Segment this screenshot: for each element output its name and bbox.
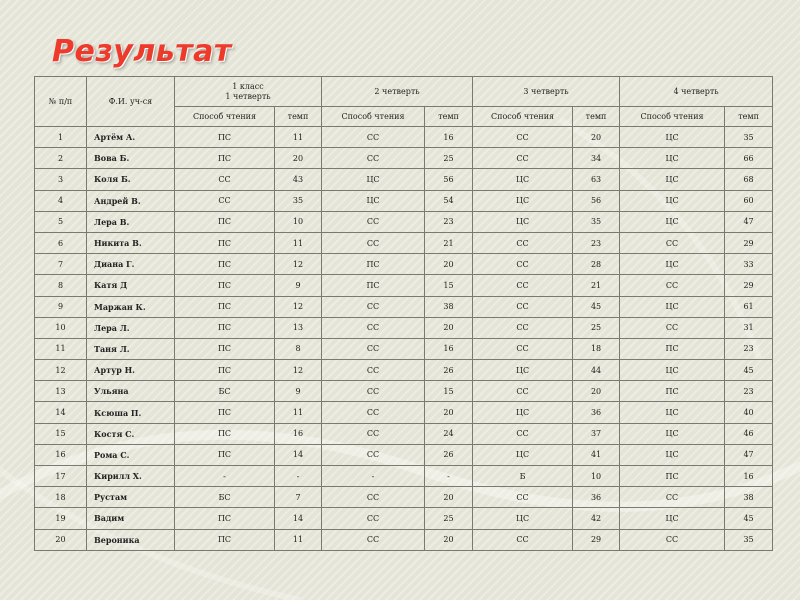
q2-method: СС <box>322 487 425 508</box>
q3-method: СС <box>473 381 573 402</box>
header-method: Способ чтения <box>175 107 275 127</box>
q1-method: ПС <box>175 254 275 275</box>
q2-method: СС <box>322 381 425 402</box>
student-name: Артур Н. <box>87 360 175 381</box>
row-number: 9 <box>35 296 87 317</box>
q4-tempo: 46 <box>725 423 773 444</box>
q4-tempo: 31 <box>725 317 773 338</box>
q1-method: ПС <box>175 275 275 296</box>
q2-method: ПС <box>322 275 425 296</box>
q3-method: ЦС <box>473 169 573 190</box>
student-name: Костя С. <box>87 423 175 444</box>
q4-tempo: 61 <box>725 296 773 317</box>
q1-tempo: 13 <box>275 317 322 338</box>
row-number: 2 <box>35 148 87 169</box>
student-name: Лера Л. <box>87 317 175 338</box>
student-name: Рома С. <box>87 444 175 465</box>
q2-method: - <box>322 466 425 487</box>
q4-tempo: 35 <box>725 127 773 148</box>
q3-tempo: 28 <box>573 254 620 275</box>
q3-method: СС <box>473 232 573 253</box>
q2-method: СС <box>322 317 425 338</box>
q1-tempo: 12 <box>275 296 322 317</box>
row-number: 15 <box>35 423 87 444</box>
table-row <box>35 338 773 359</box>
q3-method: СС <box>473 148 573 169</box>
q2-method: СС <box>322 148 425 169</box>
table-row <box>35 232 773 253</box>
q2-tempo: 16 <box>425 338 473 359</box>
q1-method: БС <box>175 487 275 508</box>
q1-method: ПС <box>175 317 275 338</box>
table-row <box>35 190 773 211</box>
q3-tempo: 63 <box>573 169 620 190</box>
q1-tempo: 12 <box>275 360 322 381</box>
student-name: Вероника <box>87 529 175 550</box>
q4-method: СС <box>620 487 725 508</box>
header-tempo: темп <box>573 107 620 127</box>
row-number: 14 <box>35 402 87 423</box>
q3-method: СС <box>473 423 573 444</box>
header-q4: 4 четверть <box>620 77 773 107</box>
table-row <box>35 466 773 487</box>
q3-tempo: 23 <box>573 232 620 253</box>
header-q2: 2 четверть <box>322 77 473 107</box>
q1-method: ПС <box>175 232 275 253</box>
q1-tempo: 11 <box>275 232 322 253</box>
q4-tempo: 23 <box>725 338 773 359</box>
q2-method: СС <box>322 127 425 148</box>
q4-method: ЦС <box>620 148 725 169</box>
q4-tempo: 47 <box>725 444 773 465</box>
q4-tempo: 29 <box>725 232 773 253</box>
q1-tempo: 20 <box>275 148 322 169</box>
q2-method: ПС <box>322 254 425 275</box>
q2-tempo: 54 <box>425 190 473 211</box>
q4-method: ЦС <box>620 360 725 381</box>
q1-tempo: 7 <box>275 487 322 508</box>
q1-tempo: 8 <box>275 338 322 359</box>
q2-tempo: 25 <box>425 148 473 169</box>
row-number: 1 <box>35 127 87 148</box>
q1-tempo: 10 <box>275 211 322 232</box>
header-tempo: темп <box>425 107 473 127</box>
q4-method: ЦС <box>620 190 725 211</box>
header-q1 <box>175 77 322 107</box>
q2-tempo: 20 <box>425 317 473 338</box>
q4-tempo: 16 <box>725 466 773 487</box>
q3-tempo: 18 <box>573 338 620 359</box>
table-row <box>35 402 773 423</box>
q3-method: ЦС <box>473 211 573 232</box>
row-number: 13 <box>35 381 87 402</box>
row-number: 3 <box>35 169 87 190</box>
q4-tempo: 38 <box>725 487 773 508</box>
q1-method: ПС <box>175 444 275 465</box>
results-table <box>34 76 773 551</box>
q3-tempo: 35 <box>573 211 620 232</box>
q4-tempo: 40 <box>725 402 773 423</box>
q3-tempo: 41 <box>573 444 620 465</box>
q4-method: СС <box>620 529 725 550</box>
table-row <box>35 254 773 275</box>
header-tempo: темп <box>275 107 322 127</box>
row-number: 6 <box>35 232 87 253</box>
q2-tempo: 24 <box>425 423 473 444</box>
q1-tempo: 12 <box>275 254 322 275</box>
student-name: Ульяна <box>87 381 175 402</box>
table-row <box>35 127 773 148</box>
header-method: Способ чтения <box>620 107 725 127</box>
q2-tempo: 26 <box>425 444 473 465</box>
q4-tempo: 29 <box>725 275 773 296</box>
q4-tempo: 68 <box>725 169 773 190</box>
q2-method: СС <box>322 360 425 381</box>
student-name: Кирилл Х. <box>87 466 175 487</box>
page-title: Результат <box>52 34 232 69</box>
row-number: 17 <box>35 466 87 487</box>
q1-tempo: - <box>275 466 322 487</box>
q4-tempo: 45 <box>725 508 773 529</box>
q3-tempo: 44 <box>573 360 620 381</box>
student-name: Артём А. <box>87 127 175 148</box>
table-row <box>35 169 773 190</box>
row-number: 11 <box>35 338 87 359</box>
q2-tempo: 20 <box>425 529 473 550</box>
q2-tempo: 20 <box>425 254 473 275</box>
q3-tempo: 21 <box>573 275 620 296</box>
header-q3: 3 четверть <box>473 77 620 107</box>
row-number: 20 <box>35 529 87 550</box>
q2-method: СС <box>322 402 425 423</box>
results-body <box>35 127 773 551</box>
q2-tempo: - <box>425 466 473 487</box>
q2-tempo: 23 <box>425 211 473 232</box>
q2-tempo: 26 <box>425 360 473 381</box>
table-row <box>35 444 773 465</box>
q4-tempo: 66 <box>725 148 773 169</box>
q2-method: СС <box>322 211 425 232</box>
q1-method: ПС <box>175 338 275 359</box>
q1-method: ПС <box>175 211 275 232</box>
header-num: № п/п <box>35 77 87 127</box>
q3-tempo: 29 <box>573 529 620 550</box>
q2-method: СС <box>322 529 425 550</box>
q3-tempo: 45 <box>573 296 620 317</box>
q3-tempo: 36 <box>573 402 620 423</box>
header-q1-line2: 1 четверть <box>225 91 271 101</box>
header-method: Способ чтения <box>322 107 425 127</box>
q4-method: ЦС <box>620 169 725 190</box>
table-row <box>35 508 773 529</box>
q1-method: ПС <box>175 360 275 381</box>
q4-method: ЦС <box>620 423 725 444</box>
q4-method: ПС <box>620 381 725 402</box>
q2-tempo: 16 <box>425 127 473 148</box>
q3-tempo: 37 <box>573 423 620 444</box>
header-method: Способ чтения <box>473 107 573 127</box>
table-row <box>35 317 773 338</box>
q2-tempo: 25 <box>425 508 473 529</box>
row-number: 16 <box>35 444 87 465</box>
header-name: Ф.И. уч-ся <box>87 77 175 127</box>
q1-method: ПС <box>175 148 275 169</box>
q2-tempo: 15 <box>425 275 473 296</box>
student-name: Никита В. <box>87 232 175 253</box>
q1-method: ПС <box>175 296 275 317</box>
q4-method: ПС <box>620 466 725 487</box>
q2-tempo: 38 <box>425 296 473 317</box>
q3-tempo: 10 <box>573 466 620 487</box>
q3-method: ЦС <box>473 508 573 529</box>
q3-method: ЦС <box>473 402 573 423</box>
q2-tempo: 20 <box>425 402 473 423</box>
q1-method: ПС <box>175 423 275 444</box>
q1-tempo: 14 <box>275 508 322 529</box>
q2-method: СС <box>322 338 425 359</box>
table-row <box>35 529 773 550</box>
q3-method: СС <box>473 254 573 275</box>
q4-method: СС <box>620 232 725 253</box>
q4-tempo: 33 <box>725 254 773 275</box>
q2-tempo: 15 <box>425 381 473 402</box>
q1-tempo: 14 <box>275 444 322 465</box>
q3-tempo: 20 <box>573 381 620 402</box>
row-number: 5 <box>35 211 87 232</box>
header-tempo: темп <box>725 107 773 127</box>
q3-method: ЦС <box>473 190 573 211</box>
row-number: 8 <box>35 275 87 296</box>
q4-method: ЦС <box>620 402 725 423</box>
row-number: 4 <box>35 190 87 211</box>
student-name: Коля Б. <box>87 169 175 190</box>
q4-method: ЦС <box>620 296 725 317</box>
q2-method: ЦС <box>322 169 425 190</box>
row-number: 7 <box>35 254 87 275</box>
q4-tempo: 60 <box>725 190 773 211</box>
q2-tempo: 20 <box>425 487 473 508</box>
student-name: Маржан К. <box>87 296 175 317</box>
q1-tempo: 43 <box>275 169 322 190</box>
q3-method: СС <box>473 529 573 550</box>
q2-method: ЦС <box>322 190 425 211</box>
q1-tempo: 11 <box>275 127 322 148</box>
q1-method: ПС <box>175 529 275 550</box>
student-name: Лера В. <box>87 211 175 232</box>
q4-tempo: 45 <box>725 360 773 381</box>
table-row <box>35 423 773 444</box>
q1-method: - <box>175 466 275 487</box>
q3-method: ЦС <box>473 444 573 465</box>
q2-method: СС <box>322 423 425 444</box>
q1-method: СС <box>175 190 275 211</box>
q4-tempo: 35 <box>725 529 773 550</box>
q3-method: ЦС <box>473 360 573 381</box>
row-number: 10 <box>35 317 87 338</box>
q4-tempo: 23 <box>725 381 773 402</box>
q4-method: ЦС <box>620 127 725 148</box>
q3-tempo: 56 <box>573 190 620 211</box>
table-row <box>35 275 773 296</box>
q4-method: СС <box>620 317 725 338</box>
table-row <box>35 487 773 508</box>
q1-method: ПС <box>175 508 275 529</box>
q2-method: СС <box>322 296 425 317</box>
row-number: 18 <box>35 487 87 508</box>
header-q1-line1: 1 класс <box>232 81 264 91</box>
q2-method: СС <box>322 444 425 465</box>
q3-method: Б <box>473 466 573 487</box>
student-name: Вадим <box>87 508 175 529</box>
student-name: Андрей В. <box>87 190 175 211</box>
table-row <box>35 381 773 402</box>
q1-method: СС <box>175 169 275 190</box>
row-number: 19 <box>35 508 87 529</box>
q3-method: СС <box>473 487 573 508</box>
student-name: Катя Д <box>87 275 175 296</box>
q3-method: СС <box>473 296 573 317</box>
table-row <box>35 148 773 169</box>
student-name: Вова Б. <box>87 148 175 169</box>
q3-tempo: 25 <box>573 317 620 338</box>
table-row <box>35 360 773 381</box>
q1-tempo: 9 <box>275 275 322 296</box>
q3-tempo: 42 <box>573 508 620 529</box>
student-name: Рустам <box>87 487 175 508</box>
q2-method: СС <box>322 508 425 529</box>
q3-method: СС <box>473 275 573 296</box>
q3-method: СС <box>473 317 573 338</box>
q4-method: ЦС <box>620 211 725 232</box>
q4-tempo: 47 <box>725 211 773 232</box>
table-row <box>35 211 773 232</box>
student-name: Таня Л. <box>87 338 175 359</box>
table-row <box>35 296 773 317</box>
q4-method: ЦС <box>620 254 725 275</box>
q4-method: ПС <box>620 338 725 359</box>
q3-method: СС <box>473 127 573 148</box>
q1-tempo: 9 <box>275 381 322 402</box>
student-name: Ксюша П. <box>87 402 175 423</box>
q1-method: ПС <box>175 127 275 148</box>
student-name: Диана Г. <box>87 254 175 275</box>
q4-method: СС <box>620 275 725 296</box>
q1-method: БС <box>175 381 275 402</box>
header-row-quarters <box>35 77 773 107</box>
q2-method: СС <box>322 232 425 253</box>
q4-method: ЦС <box>620 444 725 465</box>
q3-tempo: 34 <box>573 148 620 169</box>
q1-tempo: 16 <box>275 423 322 444</box>
q1-method: ПС <box>175 402 275 423</box>
q3-method: СС <box>473 338 573 359</box>
q1-tempo: 35 <box>275 190 322 211</box>
q4-method: ЦС <box>620 508 725 529</box>
q2-tempo: 21 <box>425 232 473 253</box>
q1-tempo: 11 <box>275 402 322 423</box>
row-number: 12 <box>35 360 87 381</box>
q3-tempo: 20 <box>573 127 620 148</box>
q3-tempo: 36 <box>573 487 620 508</box>
q2-tempo: 56 <box>425 169 473 190</box>
q1-tempo: 11 <box>275 529 322 550</box>
